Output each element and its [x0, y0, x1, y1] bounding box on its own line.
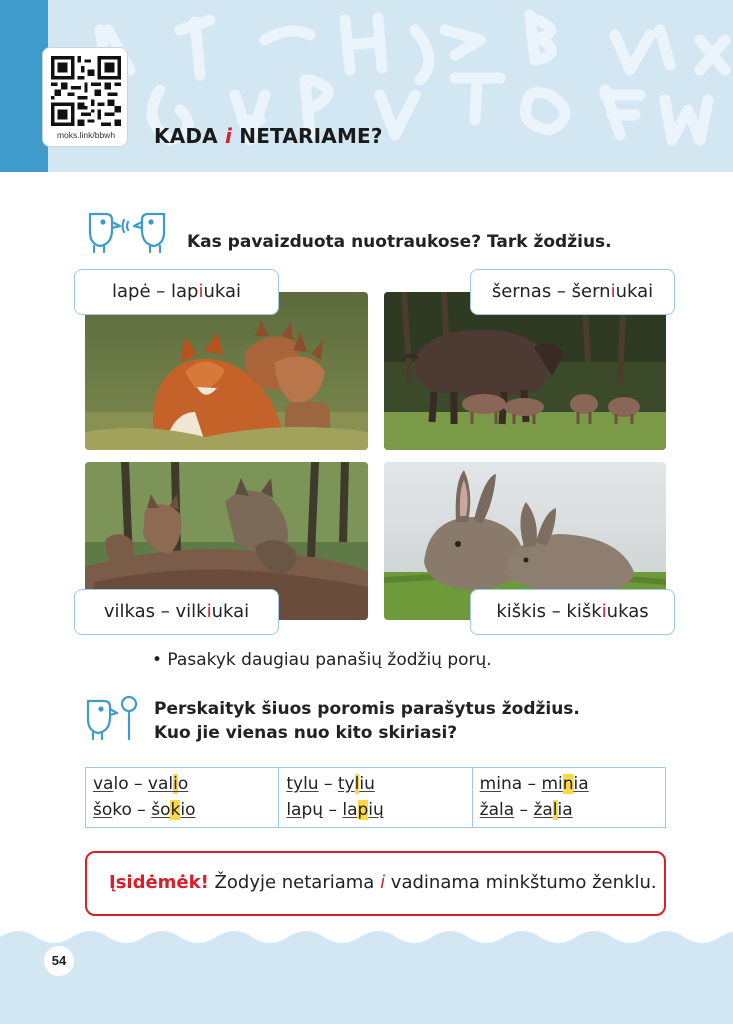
task2-line2: Kuo jie vienas nuo kito skiriasi? — [154, 723, 458, 743]
header-stripe — [0, 0, 48, 172]
word-row: lapų – lapių — [286, 800, 384, 820]
pair-text: ukas — [606, 601, 649, 622]
word-row: tylu – tyliu — [286, 774, 375, 794]
word-row: valo – valio — [93, 774, 189, 794]
note-letter: i — [380, 872, 386, 893]
word-column — [86, 768, 279, 827]
word-pair-label-wolf — [74, 589, 279, 635]
fox-photo — [85, 292, 368, 450]
word-pair-label-hare — [470, 589, 675, 635]
pair-text: vilkas – vilk — [103, 601, 207, 622]
pair-accent-letter: i — [601, 601, 607, 622]
task1-instruction: Kas pavaizduota nuotraukose? Tark žodžius. — [187, 232, 612, 252]
word-pairs-table — [85, 767, 666, 828]
word-pair-label-boar — [470, 269, 675, 315]
pair-text: ukai — [203, 281, 241, 302]
wave-footer — [0, 925, 733, 1024]
pair-accent-letter: i — [610, 281, 616, 302]
word-row: mina – minia — [479, 774, 589, 794]
qr-code-icon — [51, 56, 121, 126]
title-part1: KADA — [154, 124, 226, 148]
note-text: Žodyje netariama — [208, 872, 381, 893]
page-number: 54 — [44, 946, 74, 976]
page-title — [154, 124, 383, 148]
qr-link-text[interactable]: moks.link/bbwh — [56, 130, 116, 140]
bird-reading-icon — [84, 693, 140, 741]
note-title: Įsidėmėk! — [109, 872, 209, 893]
pair-text: ukai — [211, 601, 250, 622]
pair-accent-letter: i — [206, 601, 212, 622]
title-part2: NETARIAME? — [232, 124, 383, 148]
pair-text: šernas – šern — [491, 281, 611, 302]
qr-code-box[interactable] — [42, 47, 128, 147]
note-text-end: vadinama minkštumo ženklu. — [385, 872, 657, 893]
word-pair-label-fox — [74, 269, 279, 315]
pair-text: ukai — [615, 281, 654, 302]
remember-note-box — [85, 851, 666, 916]
word-row: šoko – šokio — [93, 800, 196, 820]
task2-instruction — [154, 697, 580, 745]
pair-text: lapė – lap — [112, 281, 199, 302]
word-column — [279, 768, 472, 827]
talking-birds-icon — [84, 208, 170, 254]
boar-photo — [384, 292, 666, 450]
task2-line1: Perskaityk šiuos poromis parašytus žodžius. — [154, 699, 580, 719]
word-column — [473, 768, 665, 827]
word-row: žala – žalia — [479, 800, 573, 820]
pair-accent-letter: i — [198, 281, 204, 302]
title-letter: i — [225, 124, 233, 148]
pair-text: kiškis – kišk — [496, 601, 602, 622]
page-header — [0, 0, 733, 172]
task1-bullet: • Pasakyk daugiau panašių žodžių porų. — [152, 650, 492, 670]
